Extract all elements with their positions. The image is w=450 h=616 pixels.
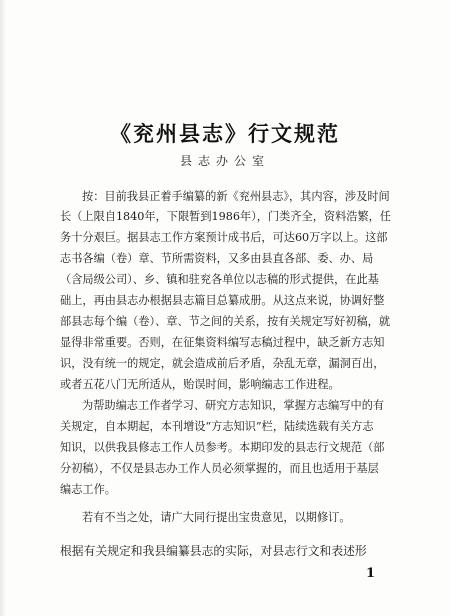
paragraph-1-line-1: 按：目前我县正着手编纂的新《兖州县志》，其内容，涉及时间: [82, 190, 390, 203]
paragraph-1-line-8: 显得非常重要。否则，在征集资料编写志稿过程中，缺乏新方志知: [60, 336, 385, 349]
paragraph-4-line-1: 根据有关规定和我县编纂县志的实际，对县志行文和表述形: [60, 544, 367, 558]
paragraph-1-line-4: 志书各编（卷）章、节所需资料，又多由县直各部、委、办、局: [60, 252, 374, 265]
paragraph-2-line-4: 分初稿），不仅是县志办工作人员必须掌握的，而且也适用于基层: [60, 462, 379, 475]
paragraph-1-line-7: 部县志每个编（卷）、章、节之间的关系，按有关规定写好初稿，就: [60, 315, 391, 328]
page-title: 《兖州县志》行文规范: [110, 121, 340, 146]
paragraph-3-line-1: 若有不当之处，请广大同行提出宝贵意见，以期修订。: [82, 511, 351, 524]
paragraph-1-line-9: 识，没有统一的规定，就会造成前后矛盾，杂乱无章，漏洞百出，: [60, 357, 385, 370]
page-number: 1: [366, 566, 376, 581]
paragraph-2-line-5: 编志工作。: [60, 483, 116, 496]
paragraph-1-line-5: （含局级公司）、乡、镇和驻兖各单位以志稿的形式提供，在此基: [60, 273, 379, 286]
paragraph-2-line-3: 知识，以供我县修志工作人员参考。本期印发的县志行文规范（部: [60, 441, 385, 454]
paragraph-1-line-2: 长（上限自1840年，下限暂到1986年），门类齐全，资料浩繁，任: [60, 210, 392, 223]
paragraph-1-line-6: 础上，再由县志办根据县志篇目总纂成册。从这点来说，协调好整: [60, 294, 385, 307]
paragraph-1-line-3: 务十分艰巨。据县志工作方案预计成书后，可达60万字以上。这部: [60, 231, 388, 244]
paragraph-1-line-10: 或者五花八门无所适从，贻误时间，影响编志工作进程。: [60, 378, 340, 391]
paragraph-2-line-2: 关规定，自本期起，本刊增设“方志知识”栏，陆续选载有关方志: [60, 420, 374, 433]
author-line: 县志办公室: [179, 154, 270, 168]
paragraph-2-line-1: 为帮助编志工作者学习、研究方志知识，掌握方志编写中的有: [82, 399, 385, 412]
scan-edge-shadow: [0, 0, 6, 616]
